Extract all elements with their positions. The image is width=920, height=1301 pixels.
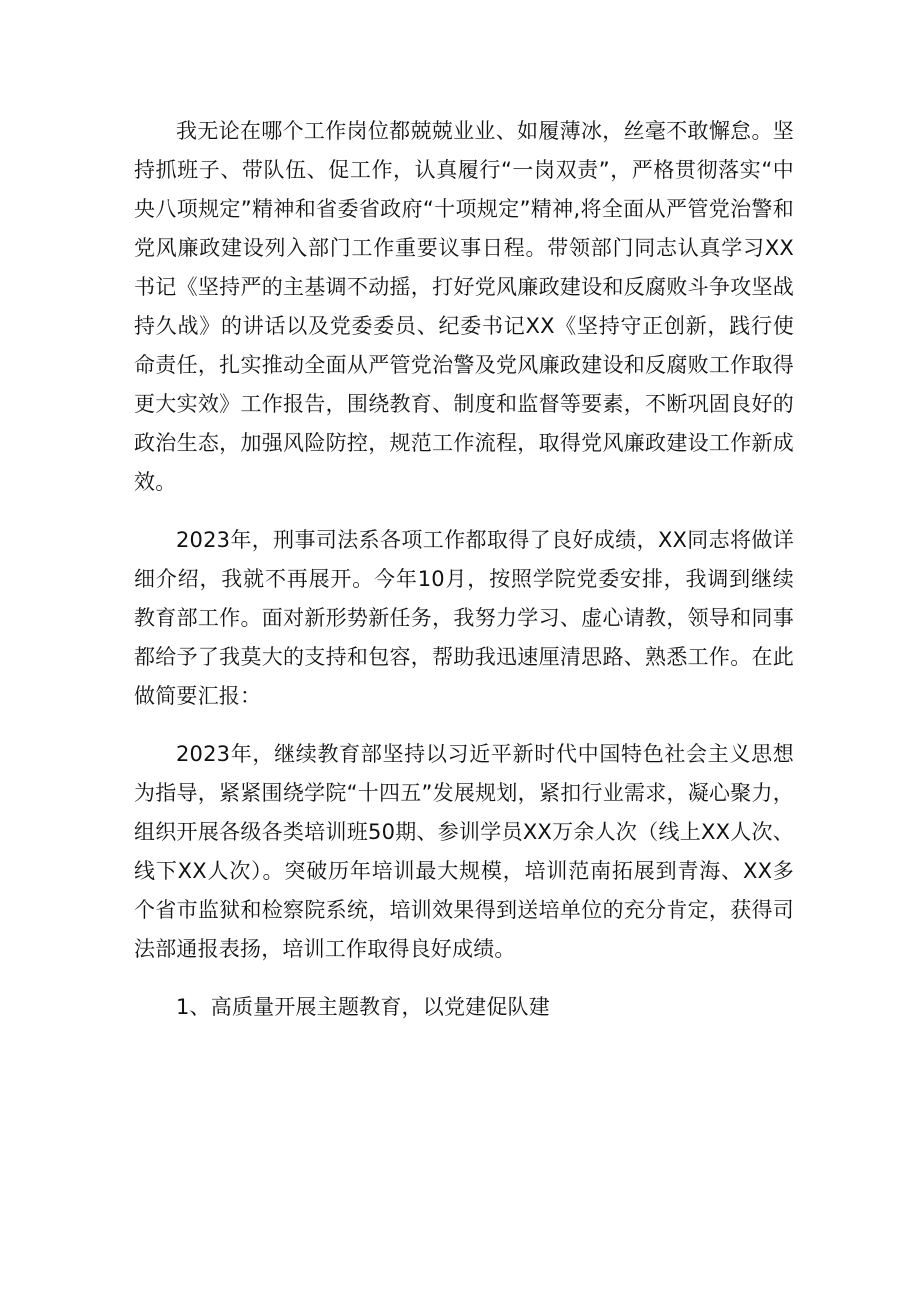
section-heading: 1、高质量开展主题教育，以党建促队建 [176, 995, 550, 1019]
paragraph-3: 2023年，继续教育部坚持以习近平新时代中国特色社会主义思想为指导，紧紧围绕学院“十四五”发展规划，紧扣行业需求，凝心聚力，组织开展各级各类培训班50期、参训学员XX万余人次（线上XX人次、线下XX人次）。突破历年培训最大规模，培训范南拓展到青海、XX多个省市监狱和检察院系统，培训效果得到送培单位的充分肯定，获得司法部通报表扬，培训工作取得良好成绩。 [134, 742, 794, 961]
paragraph-2: 2023年，刑事司法系各项工作都取得了良好成绩，XX同志将做详细介绍，我就不再展开。今年10月，按照学院党委安排，我调到继续教育部工作。面对新形势新任务，我努力学习、虚心请教，领导和同事都给予了我莫大的支持和包容，帮助我迅速厘清思路、熟悉工作。在此做简要汇报： [134, 528, 794, 708]
document-body [134, 112, 794, 1027]
paragraph-1: 我无论在哪个工作岗位都兢兢业业、如履薄冰，丝毫不敢懈怠。坚持抓班子、带队伍、促工作，认真履行“一岗双责”，严格贯彻落实“中央八项规定”精神和省委省政府“十项规定”精神,将全面从严管党治警和党风廉政建设列入部门工作重要议事日程。带领部门同志认真学习XX书记《坚持严的主基调不动摇，打好党风廉政建设和反腐败斗争攻坚战持久战》的讲话以及党委委员、纪委书记XX《坚持守正创新，践行使命责任，扎实推动全面从严管党治警及党风廉政建设和反腐败工作取得更大实效》工作报告，围绕教育、制度和监督等要素，不断巩固良好的政治生态，加强风险防控，规范工作流程，取得党风廉政建设工作新成效。 [134, 119, 794, 494]
